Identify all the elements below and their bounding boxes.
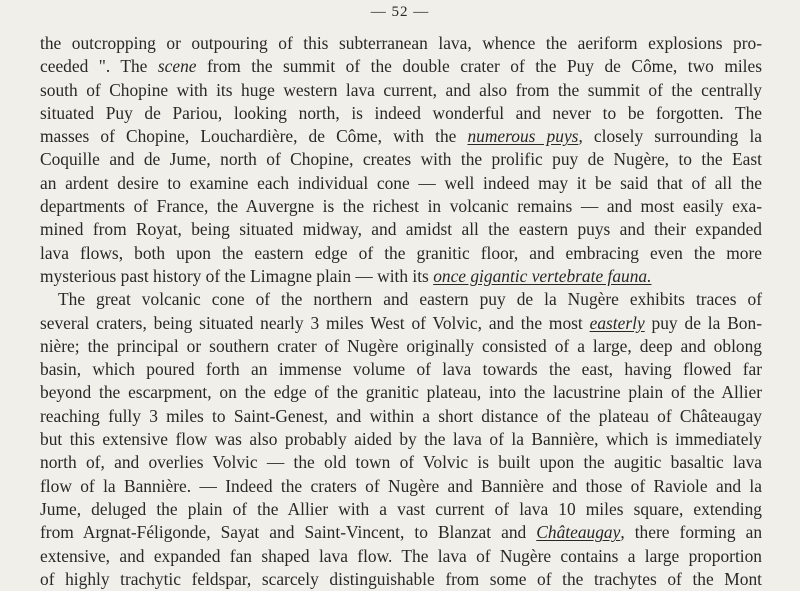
text-run: an ardent desire to examine each individual cone — well indeed may it be said that of all the <box>40 172 762 193</box>
emphasized-text: once gigantic vertebrate fauna. <box>433 265 652 286</box>
text-line <box>40 521 762 544</box>
text-run: reaching fully 3 miles to Saint-Genest, and within a short distance of the plateau of Châteaugay <box>40 405 762 426</box>
text-run: north of, and overlies Volvic — the old town of Volvic is built upon the augitic basaltic lava <box>40 452 762 473</box>
text-line <box>40 545 762 568</box>
text-run: The great volcanic cone of the northern and eastern puy de la Nugère exhibits traces of <box>58 289 762 310</box>
text-run: ceeded ". The <box>40 56 158 77</box>
text-line <box>40 498 762 521</box>
text-line <box>40 358 762 381</box>
text-run: mysterious past history of the Limagne plain — with its <box>40 265 434 286</box>
body-text <box>40 32 762 591</box>
text-run: puy de la Bon- <box>644 312 762 333</box>
text-line <box>40 265 762 288</box>
text-line <box>40 148 762 171</box>
text-line <box>40 405 762 428</box>
text-run: the outcropping or outpouring of this subterranean lava, whence the aeriform explosions pro- <box>40 33 762 53</box>
text-run: situated Puy de Pariou, looking north, is indeed wonderful and never to be forgotten. The <box>40 102 762 123</box>
text-line <box>40 172 762 195</box>
text-line <box>40 428 762 451</box>
emphasized-text: numerous puys <box>467 126 579 147</box>
text-line <box>40 79 762 102</box>
text-run: south of Chopine with its huge western lava current, and also from the summit of the centrally <box>40 79 762 100</box>
text-run: beyond the escarpment, on the edge of the granitic plateau, into the lacustrine plain of the Allier <box>40 382 762 403</box>
text-line <box>40 568 762 591</box>
text-run: several craters, being situated nearly 3 miles West of Volvic, and the most <box>40 312 590 333</box>
text-run: basin, which poured forth an immense volume of lava towards the east, having flowed far <box>40 359 762 380</box>
page-number: — 52 — <box>370 4 430 20</box>
emphasized-text: easterly <box>589 312 645 333</box>
text-run: masses of Chopine, Louchardière, de Côme, with the <box>40 126 468 147</box>
text-line <box>40 451 762 474</box>
text-line <box>40 312 762 335</box>
text-run: , closely surrounding la <box>578 126 762 147</box>
text-run: mined from Royat, being situated midway, and amidst all the eastern puys and their expanded <box>40 219 762 240</box>
emphasized-text: Châteaugay <box>536 522 621 543</box>
text-run: Jume, deluged the plain of the Allier with a vast current of lava 10 miles square, extending <box>40 498 762 519</box>
text-line <box>40 381 762 404</box>
text-run: flow of la Bannière. — Indeed the craters of Nugère and Bannière and those of Raviole and la <box>40 475 762 496</box>
text-line <box>40 475 762 498</box>
text-line <box>40 55 762 78</box>
text-run: from the summit of the double crater of the Puy de Côme, two miles <box>196 56 762 77</box>
emphasized-text: scene <box>157 56 197 77</box>
text-run: lava flows, both upon the eastern edge of the granitic floor, and embracing even the more <box>40 242 762 263</box>
text-run: Coquille and de Jume, north of Chopine, creates with the prolific puy de Nugère, to the East <box>40 149 762 170</box>
text-line <box>40 288 762 311</box>
text-line <box>40 195 762 218</box>
text-run: from Argnat-Féligonde, Sayat and Saint-Vincent, to Blanzat and <box>40 522 537 543</box>
text-run: but this extensive flow was also probably aided by the lava of la Bannière, which is immediately <box>40 429 762 450</box>
text-run: extensive, and expanded fan shaped lava flow. The lava of Nugère contains a large proportion <box>40 545 762 566</box>
text-line <box>40 242 762 265</box>
text-line <box>40 102 762 125</box>
text-line <box>40 32 762 55</box>
text-run: nière; the principal or southern crater of Nugère originally consisted of a large, deep and oblong <box>40 335 762 356</box>
text-run: of highly trachytic feldspar, scarcely distinguishable from some of the trachytes of the Mont <box>40 568 762 589</box>
text-line <box>40 335 762 358</box>
text-line <box>40 125 762 148</box>
text-run: departments of France, the Auvergne is the richest in volcanic remains — and most easily exa- <box>40 196 762 217</box>
text-line <box>40 218 762 241</box>
text-run: , there forming an <box>620 522 763 543</box>
